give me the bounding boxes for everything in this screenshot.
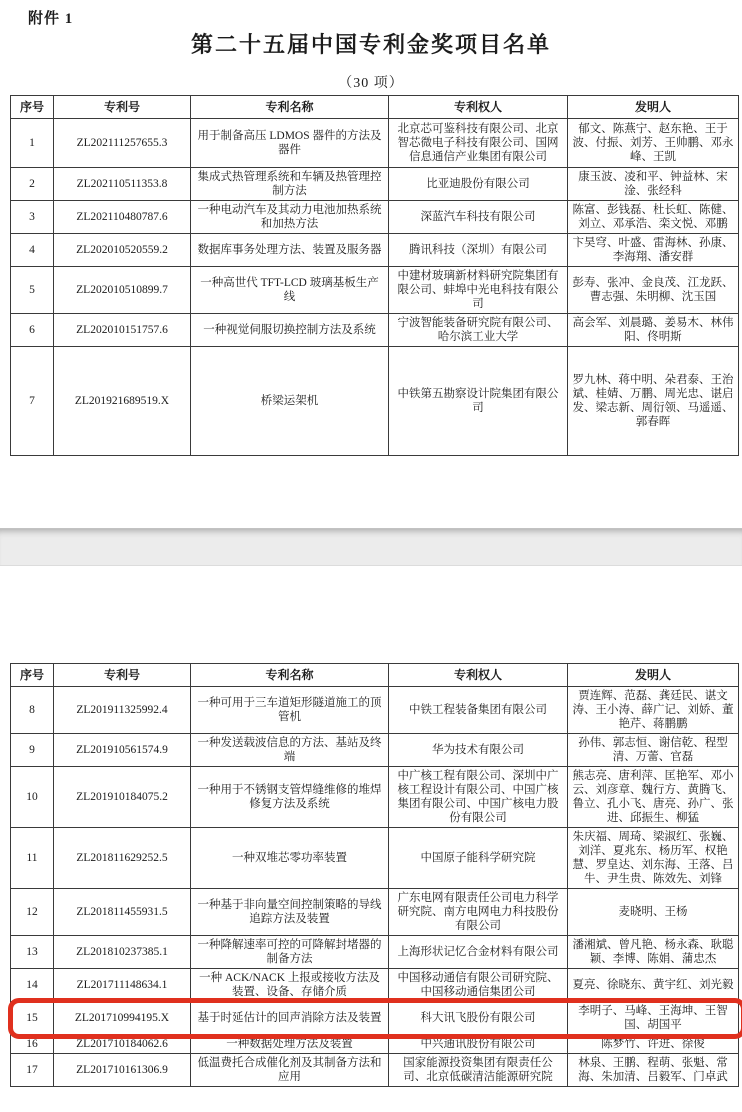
- cell-patent-number: ZL201910561574.9: [54, 734, 191, 767]
- cell-inventors: 郁文、陈燕宁、赵东艳、王于波、付振、刘芳、王帅鹏、邓永峰、王凯: [568, 119, 739, 168]
- cell-inventors: 康玉波、凌和平、钟益林、宋淦、张经科: [568, 168, 739, 201]
- cell-inventors: 麦晓明、王杨: [568, 889, 739, 936]
- table-row: [11, 168, 739, 201]
- cell-seq-number: 16: [11, 1035, 54, 1054]
- cell-patentee: 深蓝汽车科技有限公司: [389, 201, 568, 234]
- patent-table-page1-wrap: [10, 95, 739, 456]
- cell-patent-name: 用于制备高压 LDMOS 器件的方法及器件: [191, 119, 389, 168]
- cell-seq-number: 8: [11, 687, 54, 734]
- cell-seq-number: 7: [11, 347, 54, 456]
- cell-seq-number: 5: [11, 267, 54, 314]
- cell-patentee: 中国原子能科学研究院: [389, 828, 568, 889]
- cell-patent-number: ZL202010510899.7: [54, 267, 191, 314]
- patent-table-page2: [10, 663, 739, 1087]
- cell-seq-number: 2: [11, 168, 54, 201]
- cell-patent-name: 一种高世代 TFT-LCD 玻璃基板生产线: [191, 267, 389, 314]
- item-count-subtitle: （30 项）: [338, 76, 404, 91]
- cell-patent-number: ZL201710161306.9: [54, 1054, 191, 1087]
- cell-seq-number: 3: [11, 201, 54, 234]
- cell-patent-name: 一种双堆芯零功率装置: [191, 828, 389, 889]
- cell-inventors: 陈富、彭钱磊、杜长虹、陈健、刘立、邓承浩、栾文悦、邓鹏: [568, 201, 739, 234]
- table-header: [11, 664, 739, 687]
- column-header: 专利权人: [389, 664, 568, 687]
- cell-patentee: 中兴通讯股份有限公司: [389, 1035, 568, 1054]
- cell-patent-number: ZL202110480787.6: [54, 201, 191, 234]
- cell-patentee: 中铁工程装备集团有限公司: [389, 687, 568, 734]
- cell-patentee: 中广核工程有限公司、深圳中广核工程设计有限公司、中国广核集团有限公司、中国广核电力股份有限公司: [389, 767, 568, 828]
- cell-patent-name: 一种发送载波信息的方法、基站及终端: [191, 734, 389, 767]
- table-row: [11, 969, 739, 1002]
- cell-patent-name: 桥梁运架机: [191, 347, 389, 456]
- cell-patent-name: 低温费托合成催化剂及其制备方法和应用: [191, 1054, 389, 1087]
- cell-seq-number: 17: [11, 1054, 54, 1087]
- table-row: [11, 119, 739, 168]
- cell-seq-number: 14: [11, 969, 54, 1002]
- cell-patentee: 中铁第五勘察设计院集团有限公司: [389, 347, 568, 456]
- table-row: [11, 1054, 739, 1087]
- cell-patent-name: 一种数据处理方法及装置: [191, 1035, 389, 1054]
- table-row: [11, 1002, 739, 1035]
- cell-inventors: 孙伟、郭志恒、谢信乾、程型清、万蕾、官磊: [568, 734, 739, 767]
- patent-table-page1: [10, 95, 739, 456]
- cell-inventors: 朱庆福、周琦、梁淑红、张巍、刘洋、夏兆东、杨历军、权艳慧、罗皇达、刘东海、王落、吕牛、尹生贵、陈效先、刘锋: [568, 828, 739, 889]
- column-header: 序号: [11, 664, 54, 687]
- column-header: 发明人: [568, 96, 739, 119]
- cell-inventors: 夏亮、徐晓东、黄宇红、刘光毅: [568, 969, 739, 1002]
- table-row: [11, 889, 739, 936]
- cell-patent-number: ZL201711148634.1: [54, 969, 191, 1002]
- table-row: [11, 234, 739, 267]
- cell-patent-name: 集成式热管理系统和车辆及热管理控制方法: [191, 168, 389, 201]
- cell-inventors: 陈梦竹、许进、徐俊: [568, 1035, 739, 1054]
- cell-patentee: 宁波智能装备研究院有限公司、哈尔滨工业大学: [389, 314, 568, 347]
- cell-patent-name: 一种降解速率可控的可降解封堵器的制备方法: [191, 936, 389, 969]
- cell-patent-number: ZL202111257655.3: [54, 119, 191, 168]
- cell-inventors: 卞昊穹、叶盛、雷海林、孙康、李海翔、潘安群: [568, 234, 739, 267]
- column-header: 专利名称: [191, 96, 389, 119]
- cell-seq-number: 4: [11, 234, 54, 267]
- cell-patent-name: 一种视觉伺服切换控制方法及系统: [191, 314, 389, 347]
- cell-inventors: 潘湘斌、曾凡艳、杨永森、耿聪颖、李博、陈娟、蒲忠杰: [568, 936, 739, 969]
- column-header: 专利名称: [191, 664, 389, 687]
- table-row: [11, 687, 739, 734]
- cell-inventors: 罗九林、蒋中明、朵君泰、王治斌、桂婧、万鹏、周光忠、谌启发、梁志新、周衍领、马遥遥、郭春晖: [568, 347, 739, 456]
- cell-patent-number: ZL201811455931.5: [54, 889, 191, 936]
- cell-patent-name: 一种电动汽车及其动力电池加热系统和加热方法: [191, 201, 389, 234]
- cell-patent-name: 基于时延估计的回声消除方法及装置: [191, 1002, 389, 1035]
- cell-patentee: 华为技术有限公司: [389, 734, 568, 767]
- table-row: [11, 734, 739, 767]
- cell-seq-number: 10: [11, 767, 54, 828]
- cell-patentee: 腾讯科技（深圳）有限公司: [389, 234, 568, 267]
- table-row: [11, 267, 739, 314]
- cell-patent-number: ZL201811629252.5: [54, 828, 191, 889]
- cell-inventors: 熊志亮、唐利萍、匡艳军、邓小云、刘彦章、魏行方、黄腾飞、鲁立、孔小飞、唐亮、孙广、张进、邱振生、柳猛: [568, 767, 739, 828]
- table-row: [11, 201, 739, 234]
- cell-patent-number: ZL202010151757.6: [54, 314, 191, 347]
- column-header: 专利号: [54, 664, 191, 687]
- cell-patent-number: ZL201710184062.6: [54, 1035, 191, 1054]
- cell-patent-name: 一种 ACK/NACK 上报或接收方法及装置、设备、存储介质: [191, 969, 389, 1002]
- cell-inventors: 李明子、马峰、王海坤、王智国、胡国平: [568, 1002, 739, 1035]
- cell-seq-number: 11: [11, 828, 54, 889]
- table-row: [11, 1035, 739, 1054]
- table-row: [11, 347, 739, 456]
- cell-patentee: 科大讯飞股份有限公司: [389, 1002, 568, 1035]
- document-page-2: [0, 566, 742, 1112]
- cell-patentee: 比亚迪股份有限公司: [389, 168, 568, 201]
- table-header: [11, 96, 739, 119]
- header-row: [11, 96, 739, 119]
- cell-patent-number: ZL201911325992.4: [54, 687, 191, 734]
- cell-inventors: 林泉、王鹏、程萌、张魁、常海、朱加清、吕毅军、门卓武: [568, 1054, 739, 1087]
- cell-seq-number: 1: [11, 119, 54, 168]
- table-row: [11, 314, 739, 347]
- column-header: 专利权人: [389, 96, 568, 119]
- column-header: 序号: [11, 96, 54, 119]
- cell-inventors: 贾连辉、范磊、龚廷民、谌文涛、王小涛、薛广记、刘娇、董艳芹、蒋鹏鹏: [568, 687, 739, 734]
- cell-patentee: 国家能源投资集团有限责任公司、北京低碳清洁能源研究院: [389, 1054, 568, 1087]
- cell-patentee: 广东电网有限责任公司电力科学研究院、南方电网电力科技股份有限公司: [389, 889, 568, 936]
- cell-patent-number: ZL201910184075.2: [54, 767, 191, 828]
- cell-seq-number: 15: [11, 1002, 54, 1035]
- cell-seq-number: 13: [11, 936, 54, 969]
- cell-patent-number: ZL202110511353.8: [54, 168, 191, 201]
- column-header: 发明人: [568, 664, 739, 687]
- document-page-1: [0, 0, 742, 528]
- attachment-label: 附件 1: [28, 11, 74, 27]
- cell-patent-name: 一种用于不锈钢支管焊缝维修的堆焊修复方法及系统: [191, 767, 389, 828]
- cell-patent-name: 数据库事务处理方法、装置及服务器: [191, 234, 389, 267]
- cell-patent-name: 一种基于非向量空间控制策略的导线追踪方法及装置: [191, 889, 389, 936]
- column-header: 专利号: [54, 96, 191, 119]
- table-row: [11, 767, 739, 828]
- cell-seq-number: 9: [11, 734, 54, 767]
- cell-patent-number: ZL201810237385.1: [54, 936, 191, 969]
- cell-patentee: 中建材玻璃新材料研究院集团有限公司、蚌埠中光电科技有限公司: [389, 267, 568, 314]
- cell-inventors: 彭寿、张冲、金良茂、江龙跃、曹志强、朱明柳、沈玉国: [568, 267, 739, 314]
- page-title: 第二十五届中国专利金奖项目名单: [190, 32, 551, 57]
- table-body: [11, 687, 739, 1087]
- cell-patentee: 上海形状记忆合金材料有限公司: [389, 936, 568, 969]
- cell-inventors: 高会军、刘晨璐、姜易木、林伟阳、佟明斯: [568, 314, 739, 347]
- cell-seq-number: 6: [11, 314, 54, 347]
- cell-patent-number: ZL201710994195.X: [54, 1002, 191, 1035]
- header-row: [11, 664, 739, 687]
- table-body: [11, 119, 739, 456]
- patent-table-page2-wrap: [10, 663, 739, 1087]
- cell-patentee: 中国移动通信有限公司研究院、中国移动通信集团公司: [389, 969, 568, 1002]
- cell-patent-name: 一种可用于三车道矩形隧道施工的顶管机: [191, 687, 389, 734]
- table-row: [11, 828, 739, 889]
- cell-patent-number: ZL202010520559.2: [54, 234, 191, 267]
- table-row: [11, 936, 739, 969]
- page-break-divider: [0, 528, 742, 566]
- cell-patent-number: ZL201921689519.X: [54, 347, 191, 456]
- cell-seq-number: 12: [11, 889, 54, 936]
- cell-patentee: 北京芯可鉴科技有限公司、北京智芯微电子科技有限公司、国网信息通信产业集团有限公司: [389, 119, 568, 168]
